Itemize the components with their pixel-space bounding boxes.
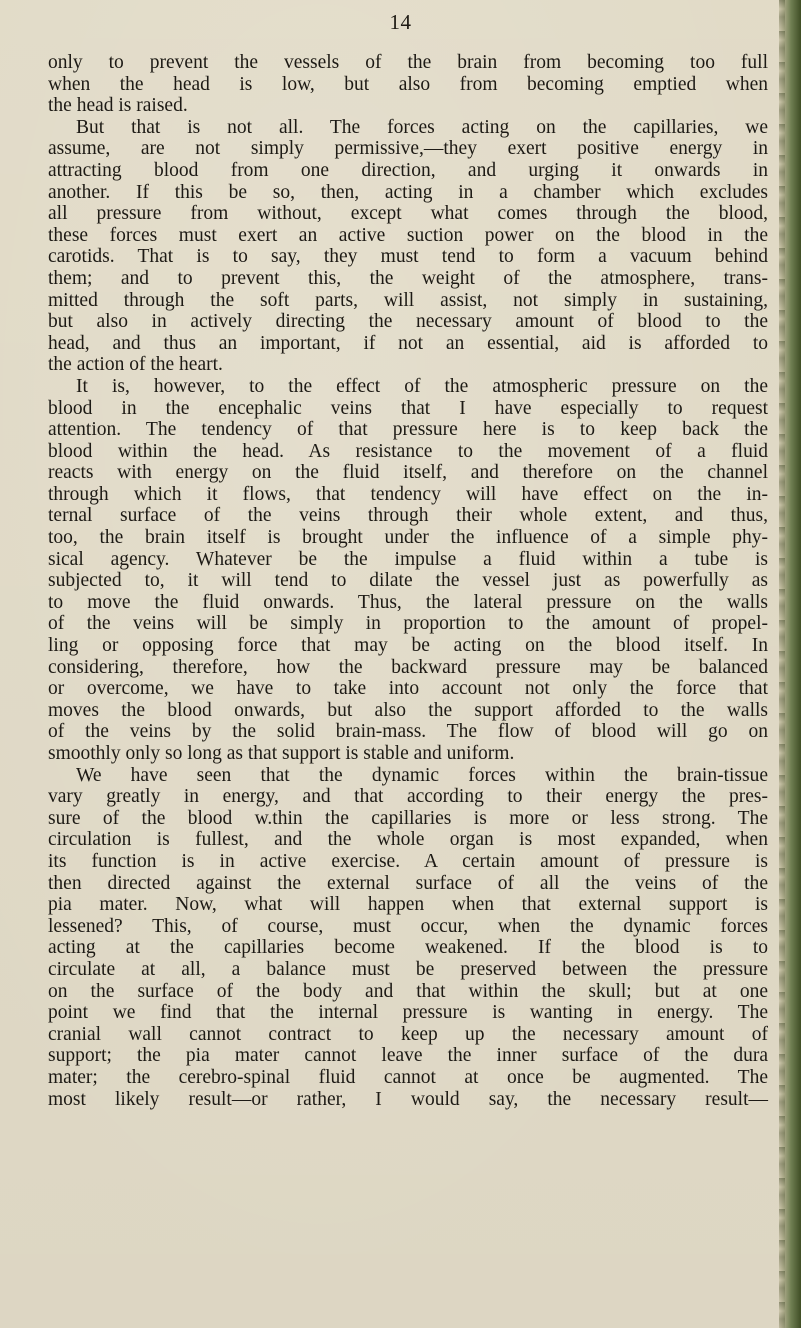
text-line: point we find that the internal pressure is wanting in energy. The xyxy=(48,1002,768,1024)
text-line: We have seen that the dynamic forces within the brain-tissue xyxy=(76,764,768,786)
text-line: acting at the capillaries become weakened. If the blood is to xyxy=(48,937,768,959)
text-line: to move the fluid onwards. Thus, the lateral pressure on the walls xyxy=(48,591,768,613)
text-line: ling or opposing force that may be acting on the blood itself. In xyxy=(48,635,768,657)
text-line: But that is not all. The forces acting on the capillaries, we xyxy=(76,116,768,138)
text-line: all pressure from without, except what comes through the blood, xyxy=(48,203,768,225)
text-line: these forces must exert an active suction power on the blood in the xyxy=(48,224,768,246)
text-line: the head is raised. xyxy=(48,95,188,117)
text-line: most likely result—or rather, I would say, the necessary result— xyxy=(48,1088,768,1110)
text-line: its function is in active exercise. A certain amount of pressure is xyxy=(48,850,768,872)
text-line: blood in the encephalic veins that I have especially to request xyxy=(48,397,768,419)
text-line: smoothly only so long as that support is stable and uniform. xyxy=(48,743,515,764)
text-line: carotids. That is to say, they must tend to form a vacuum behind xyxy=(48,246,768,268)
text-line: blood within the head. As resistance to the movement of a fluid xyxy=(48,440,768,462)
text-line: of the veins by the solid brain-mass. The flow of blood will go on xyxy=(48,721,768,743)
text-line: or overcome, we have to take into account not only the force that xyxy=(48,678,768,700)
text-line: circulation is fullest, and the whole organ is most expanded, when xyxy=(48,829,768,851)
text-line: when the head is low, but also from becoming emptied when xyxy=(48,73,768,95)
text-line: too, the brain itself is brought under the influence of a simple phy- xyxy=(48,527,768,549)
text-line: considering, therefore, how the backward pressure may be balanced xyxy=(48,656,768,678)
text-line: attracting blood from one direction, and urging it onwards in xyxy=(48,159,768,181)
text-line: sure of the blood w.thin the capillaries is more or less strong. The xyxy=(48,807,768,829)
text-line: pia mater. Now, what will happen when that external support is xyxy=(48,894,768,916)
text-line: mitted through the soft parts, will assist, not simply in sustaining, xyxy=(48,289,768,311)
text-line: circulate at all, a balance must be preserved between the pressure xyxy=(48,958,768,980)
text-line: of the veins will be simply in proportion to the amount of propel- xyxy=(48,613,768,635)
text-line: subjected to, it will tend to dilate the vessel just as powerfully as xyxy=(48,570,768,592)
text-line: cranial wall cannot contract to keep up the necessary amount of xyxy=(48,1023,768,1045)
text-line: another. If this be so, then, acting in a chamber which excludes xyxy=(48,181,768,203)
text-line: through which it flows, that tendency will have effect on the in- xyxy=(48,483,768,505)
text-line: then directed against the external surface of all the veins of the xyxy=(48,872,768,894)
text-line: reacts with energy on the fluid itself, and therefore on the channel xyxy=(48,462,768,484)
text-line: mater; the cerebro-spinal fluid cannot at once be augmented. The xyxy=(48,1066,768,1088)
text-line: sical agency. Whatever be the impulse a fluid within a tube is xyxy=(48,548,768,570)
text-line: ternal surface of the veins through their whole extent, and thus, xyxy=(48,505,768,527)
text-line: attention. The tendency of that pressure here is to keep back the xyxy=(48,419,768,441)
text-line: lessened? This, of course, must occur, when the dynamic forces xyxy=(48,915,768,937)
text-line: the action of the heart. xyxy=(48,354,223,376)
text-line: vary greatly in energy, and that according to their energy the pres- xyxy=(48,786,768,808)
text-line: It is, however, to the effect of the atmospheric pressure on the xyxy=(76,375,768,397)
text-line: moves the blood onwards, but also the support afforded to the walls xyxy=(48,699,768,721)
text-line: head, and thus an important, if not an essential, aid is afforded to xyxy=(48,332,768,354)
body-text xyxy=(48,52,768,1110)
text-line: support; the pia mater cannot leave the inner surface of the dura xyxy=(48,1045,768,1067)
text-line: them; and to prevent this, the weight of the atmosphere, trans- xyxy=(48,267,768,289)
page-edge-binding xyxy=(779,0,801,1328)
text-line: only to prevent the vessels of the brain from becoming too full xyxy=(48,52,768,73)
page-number: 14 xyxy=(389,10,412,34)
text-line: but also in actively directing the necessary amount of blood to the xyxy=(48,311,768,333)
text-line: assume, are not simply permissive,—they exert positive energy in xyxy=(48,138,768,160)
text-line: on the surface of the body and that within the skull; but at one xyxy=(48,980,768,1002)
